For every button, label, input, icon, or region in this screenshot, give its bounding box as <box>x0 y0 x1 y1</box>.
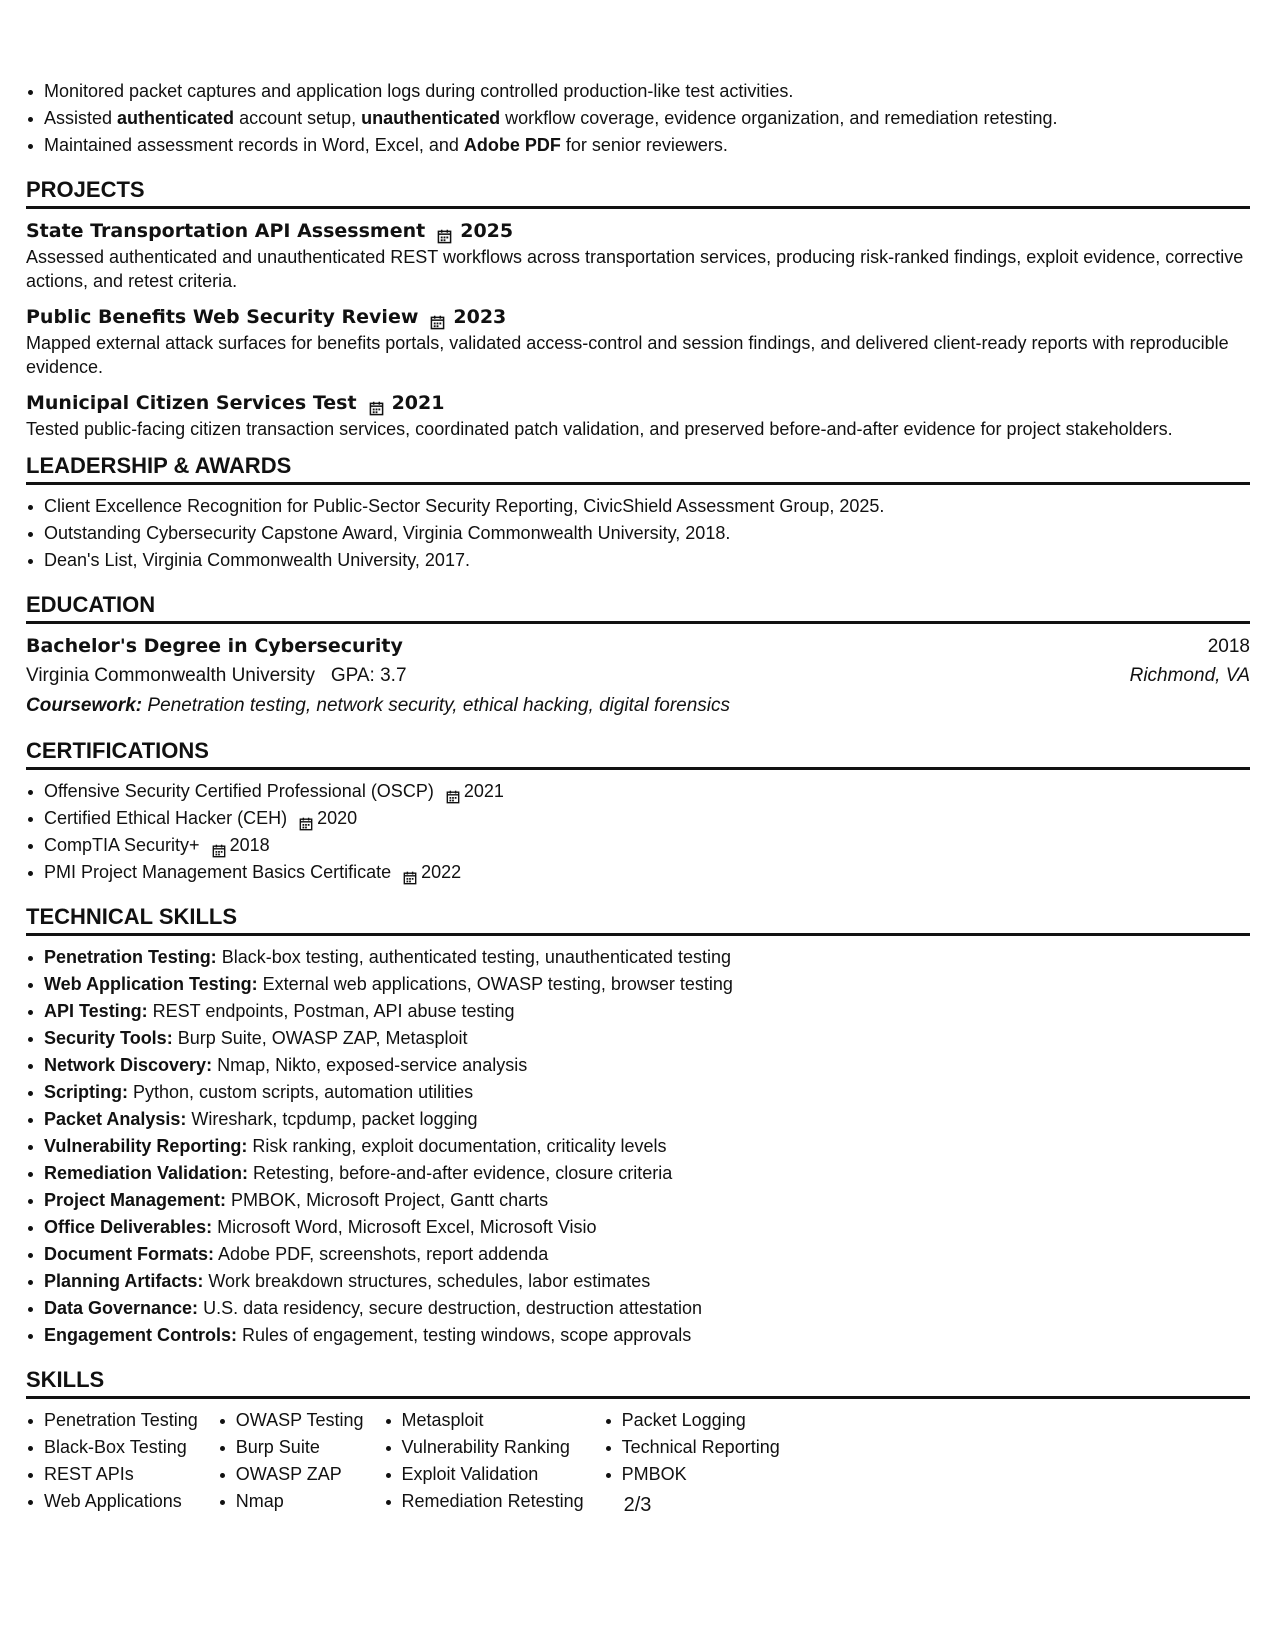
certification-year: 2020 <box>317 808 358 828</box>
certification-item <box>44 778 1250 805</box>
technical-skill-item <box>44 1322 1250 1349</box>
skill-item: Exploit Validation <box>402 1461 584 1488</box>
project-title: Municipal Citizen Services Test <box>26 392 357 414</box>
graduation-year: 2018 <box>1207 636 1250 657</box>
school-name: Virginia Commonwealth University <box>26 665 315 686</box>
certification-item <box>44 805 1250 832</box>
certification-year: 2018 <box>229 835 270 855</box>
technical-skill-item <box>44 1160 1250 1187</box>
skill-item: Web Applications <box>44 1488 198 1515</box>
skill-item: Vulnerability Ranking <box>402 1434 584 1461</box>
skill-values: U.S. data residency, secure destruction, destruction attestation <box>198 1298 702 1318</box>
skill-item: Metasploit <box>402 1407 584 1434</box>
skill-category: API Testing: <box>44 1001 148 1021</box>
certifications-heading: CERTIFICATIONS <box>26 738 1250 770</box>
certification-name: CompTIA Security+ <box>44 835 200 855</box>
skill-values: Risk ranking, exploit documentation, criticality levels <box>247 1136 667 1156</box>
skill-values: REST endpoints, Postman, API abuse testing <box>147 1001 515 1021</box>
skill-category: Packet Analysis: <box>44 1109 187 1129</box>
skill-category: Document Formats: <box>44 1244 215 1264</box>
skill-category: Remediation Validation: <box>44 1163 249 1183</box>
skill-category: Data Governance: <box>44 1298 199 1318</box>
calendar-icon <box>212 839 226 853</box>
projects-heading: PROJECTS <box>26 177 1250 209</box>
skill-item: Black-Box Testing <box>44 1434 198 1461</box>
skill-values: PMBOK, Microsoft Project, Gantt charts <box>226 1190 549 1210</box>
calendar-icon <box>403 866 417 880</box>
bold-text: authenticated <box>117 108 235 128</box>
text: Maintained assessment records in Word, Excel, and <box>44 135 464 155</box>
leadership-list <box>26 493 1250 574</box>
project-title-row <box>26 217 1250 245</box>
certification-year: 2021 <box>463 781 504 801</box>
technical-skill-item <box>44 971 1250 998</box>
award-item: Dean's List, Virginia Commonwealth University, 2017. <box>44 547 1250 574</box>
project-year: 2023 <box>453 306 507 328</box>
certification-name: Certified Ethical Hacker (CEH) <box>44 808 288 828</box>
certification-item <box>44 859 1250 886</box>
technical-skill-item <box>44 1268 1250 1295</box>
coursework-text: Penetration testing, network security, ethical hacking, digital forensics <box>147 695 731 716</box>
leadership-heading: LEADERSHIP & AWARDS <box>26 453 1250 485</box>
project-title: State Transportation API Assessment <box>26 220 426 242</box>
gpa: GPA: 3.7 <box>330 665 407 686</box>
skill-values: External web applications, OWASP testing, browser testing <box>257 974 733 994</box>
skill-values: Work breakdown structures, schedules, labor estimates <box>203 1271 651 1291</box>
coursework-label: Coursework: <box>26 695 143 716</box>
text: Monitored packet captures and application logs during controlled production-like test activities. <box>44 81 794 101</box>
project-description: Tested public-facing citizen transaction services, coordinated patch validation, and preserved before-and-after evidence for project stakeholders. <box>26 419 1173 439</box>
skill-item: OWASP ZAP <box>236 1461 364 1488</box>
skill-values: Nmap, Nikto, exposed-service analysis <box>212 1055 528 1075</box>
skill-item: Penetration Testing <box>44 1407 198 1434</box>
text: for senior reviewers. <box>560 135 728 155</box>
skill-category: Security Tools: <box>44 1028 173 1048</box>
project-description: Assessed authenticated and unauthenticated REST workflows across transportation services, producing risk-ranked findings, exploit evidence, corrective actions, and retest criteria. <box>26 247 1244 291</box>
project-title-row <box>26 303 1250 331</box>
project-title: Public Benefits Web Security Review <box>26 306 419 328</box>
projects-list <box>26 217 1250 441</box>
certifications-list <box>26 778 1250 886</box>
calendar-icon <box>430 310 445 325</box>
technical-skill-item <box>44 1052 1250 1079</box>
calendar-icon <box>369 396 384 411</box>
certification-name: Offensive Security Certified Professional (OSCP) <box>44 781 434 801</box>
experience-bullet <box>44 78 1250 105</box>
skill-category: Penetration Testing: <box>44 947 217 967</box>
skill-item: Nmap <box>236 1488 364 1515</box>
certification-item <box>44 832 1250 859</box>
skill-item: Burp Suite <box>236 1434 364 1461</box>
skill-values: Wireshark, tcpdump, packet logging <box>186 1109 478 1129</box>
skill-category: Planning Artifacts: <box>44 1271 204 1291</box>
technical-skill-item <box>44 1025 1250 1052</box>
technical-skills-heading: TECHNICAL SKILLS <box>26 904 1250 936</box>
technical-skill-item <box>44 1079 1250 1106</box>
project-entry <box>26 389 1250 441</box>
skill-category: Web Application Testing: <box>44 974 258 994</box>
technical-skill-item <box>44 1187 1250 1214</box>
resume-page <box>26 78 1250 1515</box>
award-item: Client Excellence Recognition for Public-Sector Security Reporting, CivicShield Assessment Group, 2025. <box>44 493 1250 520</box>
project-description: Mapped external attack surfaces for benefits portals, validated access-control and session findings, and delivered client-ready reports with reproducible evidence. <box>26 333 1229 377</box>
skill-values: Black-box testing, authenticated testing, unauthenticated testing <box>216 947 732 967</box>
experience-bullet-list <box>26 78 1250 159</box>
text: workflow coverage, evidence organization, and remediation retesting. <box>500 108 1058 128</box>
technical-skill-item <box>44 1214 1250 1241</box>
technical-skill-item <box>44 998 1250 1025</box>
technical-skill-item <box>44 1241 1250 1268</box>
bold-text: unauthenticated <box>361 108 501 128</box>
skill-values: Python, custom scripts, automation utilities <box>128 1082 474 1102</box>
skill-category: Office Deliverables: <box>44 1217 213 1237</box>
skill-category: Network Discovery: <box>44 1055 213 1075</box>
education-heading: EDUCATION <box>26 592 1250 624</box>
project-year: 2025 <box>460 220 514 242</box>
technical-skill-item <box>44 1295 1250 1322</box>
technical-skill-item <box>44 1106 1250 1133</box>
certification-name: PMI Project Management Basics Certificate <box>44 862 392 882</box>
skill-category: Vulnerability Reporting: <box>44 1136 248 1156</box>
skill-values: Retesting, before-and-after evidence, closure criteria <box>248 1163 673 1183</box>
skill-item: REST APIs <box>44 1461 198 1488</box>
skill-values: Burp Suite, OWASP ZAP, Metasploit <box>172 1028 468 1048</box>
skills-heading: SKILLS <box>26 1367 1250 1399</box>
degree-title: Bachelor's Degree in Cybersecurity <box>26 635 403 657</box>
skill-category: Engagement Controls: <box>44 1325 238 1345</box>
skill-values: Adobe PDF, screenshots, report addenda <box>214 1244 549 1264</box>
experience-bullet <box>44 132 1250 159</box>
skill-item: Packet Logging <box>622 1407 780 1434</box>
skill-category: Scripting: <box>44 1082 128 1102</box>
skill-values: Microsoft Word, Microsoft Excel, Microsoft Visio <box>212 1217 597 1237</box>
school-location: Richmond, VA <box>1129 665 1250 686</box>
project-entry <box>26 303 1250 379</box>
certification-year: 2022 <box>421 862 462 882</box>
skill-item: Remediation Retesting <box>402 1488 584 1515</box>
technical-skill-item <box>44 1133 1250 1160</box>
calendar-icon <box>299 812 313 826</box>
text: Assisted <box>44 108 118 128</box>
skill-item: Technical Reporting <box>622 1434 780 1461</box>
skill-category: Project Management: <box>44 1190 227 1210</box>
text: account setup, <box>234 108 362 128</box>
coursework <box>26 690 1250 722</box>
technical-skill-item <box>44 944 1250 971</box>
technical-skills-list <box>26 944 1250 1349</box>
project-year: 2021 <box>391 392 445 414</box>
skill-item: OWASP Testing <box>236 1407 364 1434</box>
bold-text: Adobe PDF <box>463 135 561 155</box>
calendar-icon <box>437 224 452 239</box>
award-item: Outstanding Cybersecurity Capstone Award, Virginia Commonwealth University, 2018. <box>44 520 1250 547</box>
experience-bullet <box>44 105 1250 132</box>
skill-item: PMBOK <box>622 1461 780 1488</box>
page-number: 2/3 <box>623 1494 652 1516</box>
calendar-icon <box>446 785 460 799</box>
project-title-row <box>26 389 1250 417</box>
project-entry <box>26 217 1250 293</box>
education-entry <box>26 632 1250 722</box>
skill-values: Rules of engagement, testing windows, scope approvals <box>237 1325 692 1345</box>
